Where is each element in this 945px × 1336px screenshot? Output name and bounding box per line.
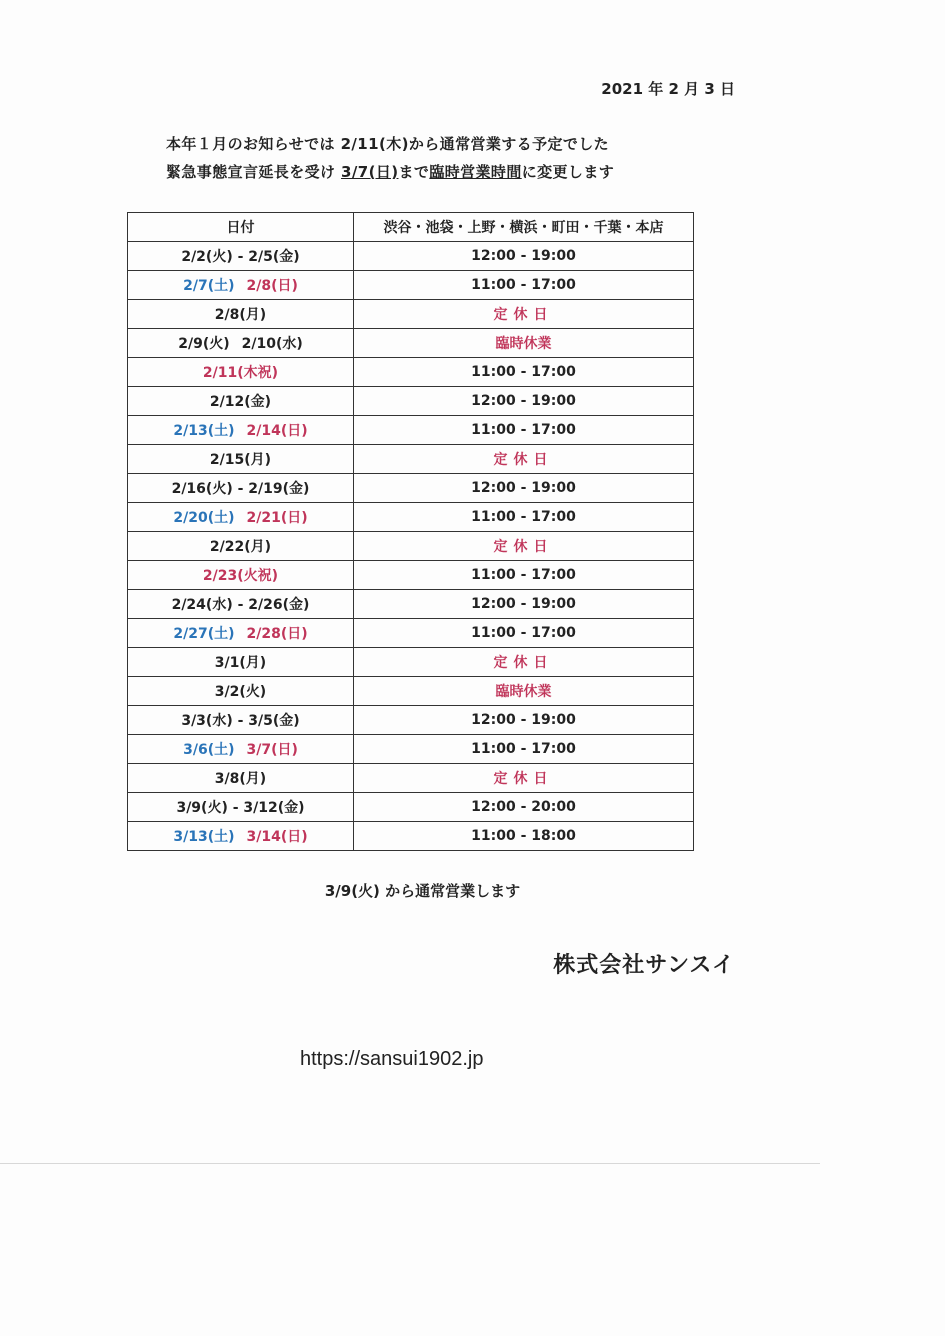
table-row <box>128 503 694 532</box>
date-cell <box>128 532 354 561</box>
hours-value: 12:00 - 19:00 <box>471 712 576 728</box>
date-secondary: 2/21(日) <box>246 510 308 526</box>
date-primary: 3/2(火) <box>214 684 267 700</box>
table-row <box>128 561 694 590</box>
table-row <box>128 822 694 851</box>
hours-cell <box>354 387 694 416</box>
date-cell <box>128 735 354 764</box>
date-primary: 3/1(月) <box>214 655 267 671</box>
date-primary: 2/22(月) <box>209 539 272 555</box>
date-secondary: 2/8(日) <box>246 278 298 294</box>
date-cell <box>128 445 354 474</box>
date-cell <box>128 503 354 532</box>
table-row <box>128 648 694 677</box>
intro-line-2 <box>166 161 614 182</box>
date-primary: 3/9(火) - 3/12(金) <box>176 800 305 816</box>
table-row <box>128 590 694 619</box>
date-primary: 2/9(火) <box>178 336 230 352</box>
hours-cell <box>354 735 694 764</box>
hours-value: 定休日 <box>493 655 554 671</box>
hours-value: 12:00 - 19:00 <box>471 248 576 264</box>
table-row <box>128 242 694 271</box>
date-cell <box>128 590 354 619</box>
date-cell <box>128 706 354 735</box>
date-secondary: 2/10(水) <box>241 336 303 352</box>
date-primary: 2/24(水) - 2/26(金) <box>171 597 310 613</box>
date-primary: 2/23(火祝) <box>202 568 279 584</box>
scan-edge-line <box>0 1163 820 1164</box>
hours-value: 11:00 - 17:00 <box>471 741 576 757</box>
hours-value: 11:00 - 17:00 <box>471 567 576 583</box>
table-row <box>128 445 694 474</box>
table-row <box>128 271 694 300</box>
hours-value: 11:00 - 17:00 <box>471 422 576 438</box>
table-row <box>128 619 694 648</box>
table-row <box>128 677 694 706</box>
date-primary: 3/8(月) <box>214 771 267 787</box>
hours-cell <box>354 532 694 561</box>
date-cell <box>128 648 354 677</box>
date-cell <box>128 387 354 416</box>
table-row <box>128 416 694 445</box>
hours-cell <box>354 271 694 300</box>
schedule-header-row <box>128 213 694 242</box>
date-primary: 2/7(土) <box>183 278 235 294</box>
date-cell <box>128 358 354 387</box>
hours-cell <box>354 474 694 503</box>
hours-cell <box>354 503 694 532</box>
date-cell <box>128 242 354 271</box>
hours-value: 定休日 <box>493 771 554 787</box>
date-primary: 2/27(土) <box>173 626 235 642</box>
hours-cell <box>354 793 694 822</box>
hours-value: 臨時休業 <box>495 684 552 700</box>
hours-cell <box>354 764 694 793</box>
company-name: 株式会社サンスイ <box>553 953 735 978</box>
date-cell <box>128 619 354 648</box>
hours-cell <box>354 706 694 735</box>
table-row <box>128 358 694 387</box>
date-cell <box>128 329 354 358</box>
date-secondary: 3/14(日) <box>246 829 308 845</box>
date-cell <box>128 474 354 503</box>
hours-value: 12:00 - 20:00 <box>471 799 576 815</box>
hours-cell <box>354 619 694 648</box>
hours-cell <box>354 300 694 329</box>
hours-value: 11:00 - 17:00 <box>471 509 576 525</box>
date-cell <box>128 271 354 300</box>
intro-underlined-date: 3/7(日) <box>341 163 399 181</box>
header-date: 日付 <box>128 213 354 242</box>
hours-value: 12:00 - 19:00 <box>471 480 576 496</box>
document-date: 2021 年 2 月 3 日 <box>601 80 735 98</box>
date-cell <box>128 793 354 822</box>
date-cell <box>128 822 354 851</box>
hours-cell <box>354 590 694 619</box>
table-row <box>128 793 694 822</box>
hours-value: 臨時休業 <box>495 336 552 352</box>
intro-line-2-part-b: まで <box>398 163 430 181</box>
header-stores: 渋谷・池袋・上野・横浜・町田・千葉・本店 <box>354 213 694 242</box>
date-secondary: 3/7(日) <box>246 742 298 758</box>
hours-cell <box>354 648 694 677</box>
hours-value: 12:00 - 19:00 <box>471 596 576 612</box>
date-cell <box>128 300 354 329</box>
hours-cell <box>354 677 694 706</box>
hours-value: 11:00 - 17:00 <box>471 364 576 380</box>
hours-value: 11:00 - 17:00 <box>471 625 576 641</box>
hours-cell <box>354 445 694 474</box>
date-cell <box>128 416 354 445</box>
hours-cell <box>354 561 694 590</box>
table-row <box>128 387 694 416</box>
hours-cell <box>354 416 694 445</box>
hours-cell <box>354 822 694 851</box>
date-primary: 2/11(木祝) <box>202 365 279 381</box>
date-primary: 3/6(土) <box>183 742 235 758</box>
table-row <box>128 329 694 358</box>
hours-cell <box>354 242 694 271</box>
table-row <box>128 735 694 764</box>
hours-value: 定休日 <box>493 307 554 323</box>
date-primary: 2/20(土) <box>173 510 235 526</box>
table-row <box>128 300 694 329</box>
intro-line-2-part-a: 緊急事態宣言延長を受け <box>166 163 342 181</box>
date-primary: 2/2(火) - 2/5(金) <box>181 249 300 265</box>
table-row <box>128 764 694 793</box>
date-primary: 2/13(土) <box>173 423 235 439</box>
intro-underlined-hours: 臨時営業時間 <box>429 163 522 181</box>
date-secondary: 2/14(日) <box>246 423 308 439</box>
hours-value: 11:00 - 18:00 <box>471 828 576 844</box>
schedule-table <box>127 212 694 851</box>
resume-note: 3/9(火) から通常営業します <box>324 882 521 900</box>
date-primary: 2/16(火) - 2/19(金) <box>171 481 310 497</box>
date-cell <box>128 764 354 793</box>
date-cell <box>128 561 354 590</box>
hours-value: 定休日 <box>493 452 554 468</box>
table-row <box>128 706 694 735</box>
hours-value: 12:00 - 19:00 <box>471 393 576 409</box>
hours-value: 定休日 <box>493 539 554 555</box>
intro-line-2-part-c: に変更します <box>521 163 615 181</box>
website-url: https://sansui1902.jp <box>300 1048 484 1070</box>
date-primary: 3/3(水) - 3/5(金) <box>181 713 300 729</box>
hours-cell <box>354 329 694 358</box>
date-primary: 2/15(月) <box>209 452 272 468</box>
hours-cell <box>354 358 694 387</box>
schedule-body <box>128 242 694 851</box>
table-row <box>128 474 694 503</box>
date-primary: 3/13(土) <box>173 829 235 845</box>
date-secondary: 2/28(日) <box>246 626 308 642</box>
intro-line-1: 本年１月のお知らせでは 2/11(木)から通常営業する予定でした <box>166 135 610 153</box>
date-cell <box>128 677 354 706</box>
table-row <box>128 532 694 561</box>
date-primary: 2/12(金) <box>209 394 272 410</box>
hours-value: 11:00 - 17:00 <box>471 277 576 293</box>
date-primary: 2/8(月) <box>214 307 267 323</box>
